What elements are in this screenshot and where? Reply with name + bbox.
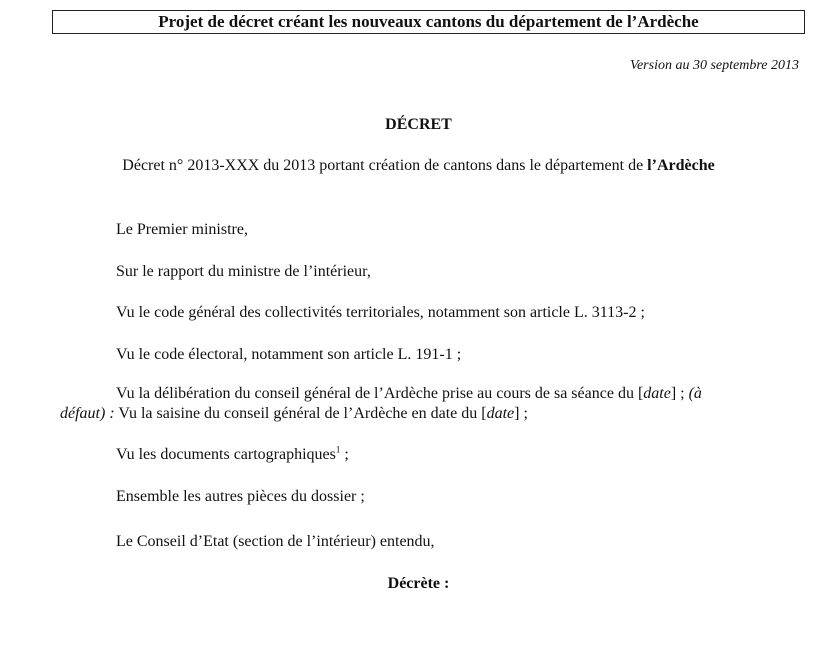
date-placeholder-2: date (486, 405, 515, 422)
decree-heading: DÉCRET (385, 116, 452, 133)
footnote-marker: 1 (335, 444, 341, 455)
document-title-box (52, 10, 805, 34)
decree-subtitle (0, 157, 837, 175)
alternative-marker-end: défaut) : (60, 405, 115, 422)
alternative-marker: (à (688, 385, 702, 402)
paragraph-premier-ministre: Le Premier ministre, (116, 221, 248, 238)
documents-text: Vu les documents cartographiques (116, 446, 336, 463)
paragraph-code-collectivites: Vu le code général des collectivités territoriales, notamment son article L. 3113-2 ; (116, 304, 645, 321)
paragraph-autres-pieces: Ensemble les autres pièces du dossier ; (116, 488, 365, 505)
paragraph-documents-cartographiques (116, 446, 349, 464)
subtitle-department: l’Ardèche (647, 157, 715, 174)
deliberation-text: Vu la délibération du conseil général de l’Ardèche prise au cours de sa séance du [ (116, 385, 644, 402)
paragraph-conseil-etat: Le Conseil d’Etat (section de l’intérieur) entendu, (116, 533, 435, 550)
date-placeholder: date (643, 385, 671, 402)
document-title: Projet de décret créant les nouveaux cantons du département de l’Ardèche (158, 12, 699, 31)
paragraph-deliberation-line1 (116, 383, 806, 405)
documents-end: ; (340, 446, 349, 463)
paragraph-rapport: Sur le rapport du ministre de l’intérieur, (116, 263, 371, 280)
saisine-end: ] ; (514, 405, 528, 422)
saisine-text: Vu la saisine du conseil général de l’Ardèche en date du [ (114, 405, 487, 422)
subtitle-text: Décret n° 2013-XXX du 2013 portant création de cantons dans le département de (122, 157, 648, 174)
paragraph-code-electoral: Vu le code électoral, notamment son article L. 191-1 ; (116, 346, 462, 363)
deliberation-separator: ] ; (670, 385, 689, 402)
decrete-heading: Décrète : (387, 575, 450, 592)
version-date: Version au 30 septembre 2013 (629, 58, 799, 73)
paragraph-deliberation-line2 (60, 405, 528, 423)
